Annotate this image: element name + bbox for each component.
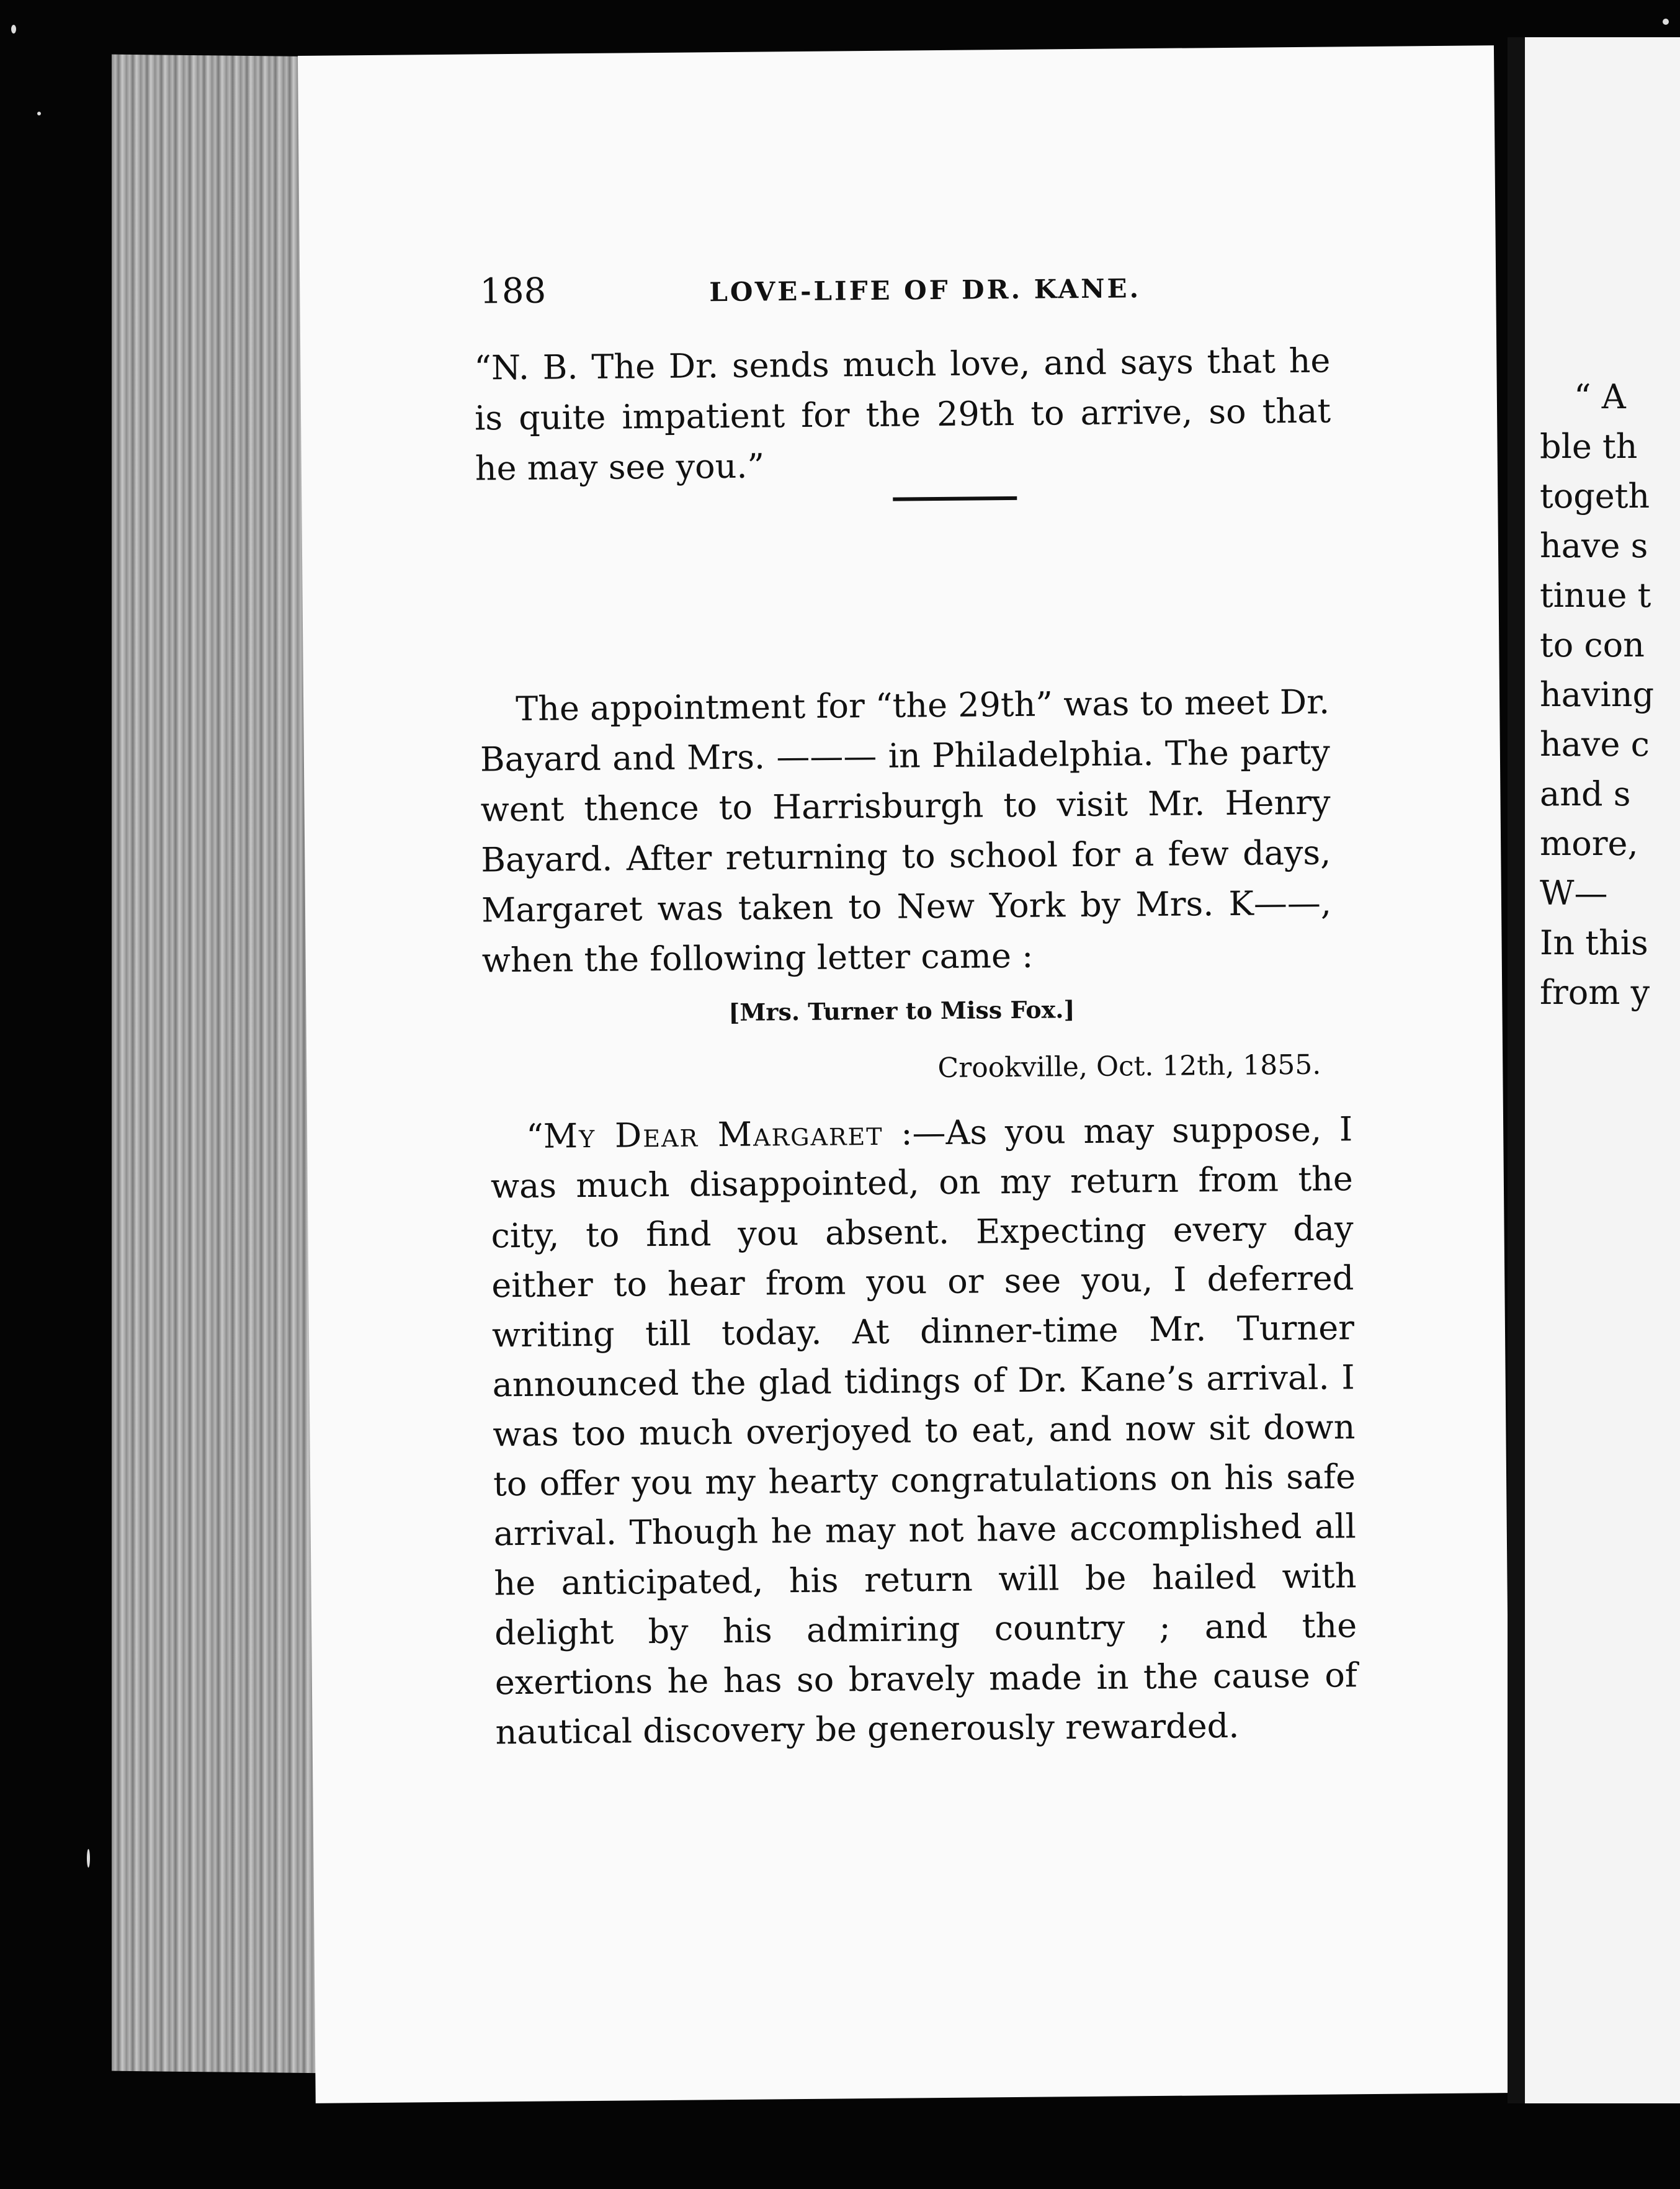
dust-speck [1663,19,1669,25]
facing-page [1508,37,1680,2103]
appointment-paragraph: The appointment for “the 29th” was to meet Dr. Bayard and Mrs. ——— in Philadelphia. The party went thence to Harrisburgh to visit Mr. Henry Bayard. After returning to school for a few days, Margaret was taken to New York by Mrs. K——, when the following letter came : [480,682,1332,980]
facing-line: tinue t [1540,576,1651,615]
running-head: LOVE-LIFE OF DR. KANE. [709,273,1142,308]
main-page [298,45,1512,2103]
dust-speck [37,112,41,115]
facing-line: togeth [1540,477,1650,516]
letter-text: :—As you may suppose, I was much disappointed, on my return from the city, to find you absent. Expecting every day either to hear from you or see you, I deferred writing till today. At dinner-time Mr. Turner announced the glad tidings of Dr. Kane’s arrival. I was too much overjoyed to eat, and now sit down to offer you my hearty congratulations on his safe arrival. Though he may not have accomplished all he anticipated, his return will be hailed with delight by his admiring country ; and the exertions he has so bravely made in the cause of nautical discovery be generously rewarded. [490,1109,1358,1752]
facing-line: have c [1540,725,1650,764]
facing-line: from y [1540,973,1650,1012]
salutation-quote: “ [525,1116,544,1156]
letter-dateline: Crookville, Oct. 12th, 1855. [937,1049,1321,1085]
facing-line: have s [1540,526,1648,565]
facing-line: ble th [1540,427,1638,466]
letter-body [490,1104,1358,1757]
section-divider [893,496,1017,501]
facing-page-lines [1540,372,1654,1018]
facing-line: In this [1540,923,1648,962]
facing-line: to con [1540,625,1645,665]
facing-line: W— [1540,874,1608,913]
letter-salutation: My Dear Margaret [543,1113,883,1156]
nb-paragraph: “N. B. The Dr. sends much love, and says that he is quite impatient for the 29th to arrive, so that he may see you.” [474,341,1331,488]
dust-speck [87,1849,90,1868]
dust-speck [11,25,16,34]
facing-line: “ A [1574,377,1626,416]
letter-heading: [Mrs. Turner to Miss Fox.] [728,995,1075,1026]
facing-line: more, [1540,824,1638,863]
facing-line: and s [1540,774,1631,813]
page-number: 188 [480,271,547,312]
facing-line: having [1540,675,1655,714]
